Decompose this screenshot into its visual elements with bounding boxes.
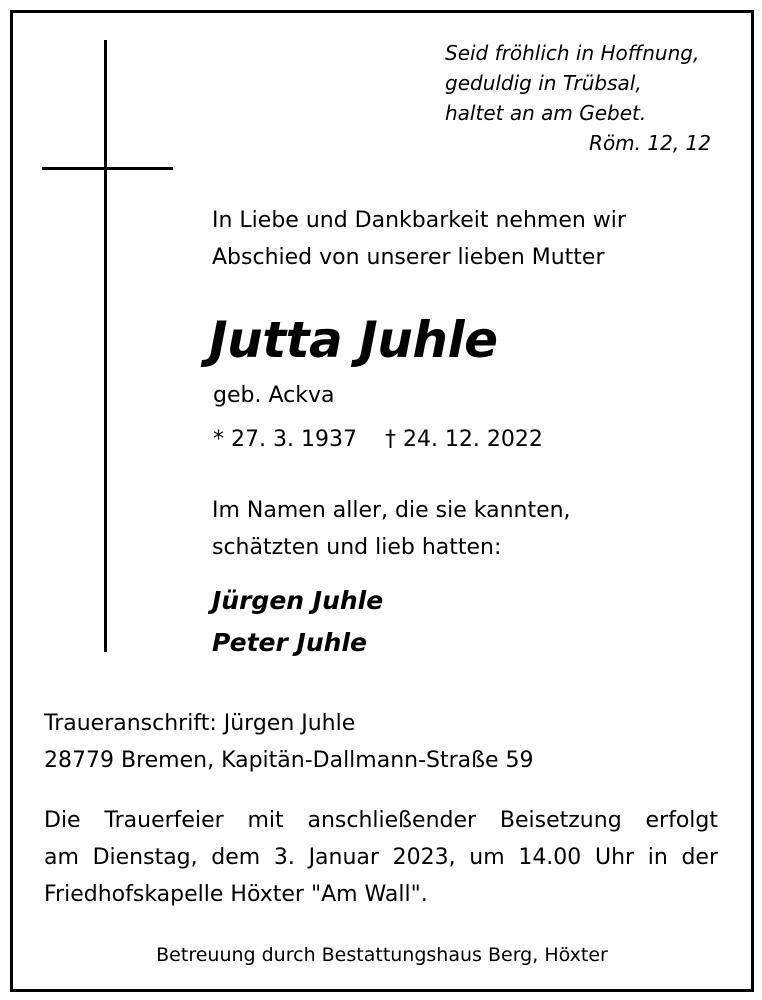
intro-line: In Liebe und Dankbarkeit nehmen wir xyxy=(212,208,626,233)
mourning-address xyxy=(44,705,534,779)
ceremony-line: Die Trauerfeier mit anschließender Beisetzung erfolgt xyxy=(44,808,718,833)
family-names xyxy=(212,580,383,664)
ceremony-line: Friedhofskapelle Höxter "Am Wall". xyxy=(44,882,428,907)
verse-reference: Röm. 12, 12 xyxy=(589,131,711,155)
funeral-home-note: Betreuung durch Bestattungshaus Berg, Höxter xyxy=(156,944,608,966)
mourners-line: schätzten und lieb hatten: xyxy=(212,535,502,560)
family-member: Jürgen Juhle xyxy=(212,586,384,615)
maiden-name: geb. Ackva xyxy=(213,383,335,408)
ceremony-line: am Dienstag, dem 3. Januar 2023, um 14.00 Uhr in der xyxy=(44,845,718,870)
intro-line: Abschied von unserer lieben Mutter xyxy=(212,245,605,270)
life-dates xyxy=(213,424,543,456)
cross-horizontal-bar xyxy=(42,167,173,170)
deceased-name: Jutta Juhle xyxy=(209,311,498,369)
family-member: Peter Juhle xyxy=(212,628,367,657)
ceremony-info xyxy=(44,802,718,913)
address-line: Traueranschrift: Jürgen Juhle xyxy=(44,711,356,736)
mourners-intro xyxy=(212,492,571,566)
bible-verse xyxy=(445,38,725,158)
cross-vertical-bar xyxy=(104,40,107,652)
mourners-line: Im Namen aller, die sie kannten, xyxy=(212,498,571,523)
death-date: † 24. 12. 2022 xyxy=(384,427,543,452)
address-line: 28779 Bremen, Kapitän-Dallmann-Straße 59 xyxy=(44,748,534,773)
verse-line: geduldig in Trübsal, xyxy=(445,71,642,95)
birth-date: * 27. 3. 1937 xyxy=(213,427,357,452)
intro-text xyxy=(212,202,626,276)
verse-line: Seid fröhlich in Hoffnung, xyxy=(445,41,700,65)
verse-line: haltet an am Gebet. xyxy=(445,101,647,125)
